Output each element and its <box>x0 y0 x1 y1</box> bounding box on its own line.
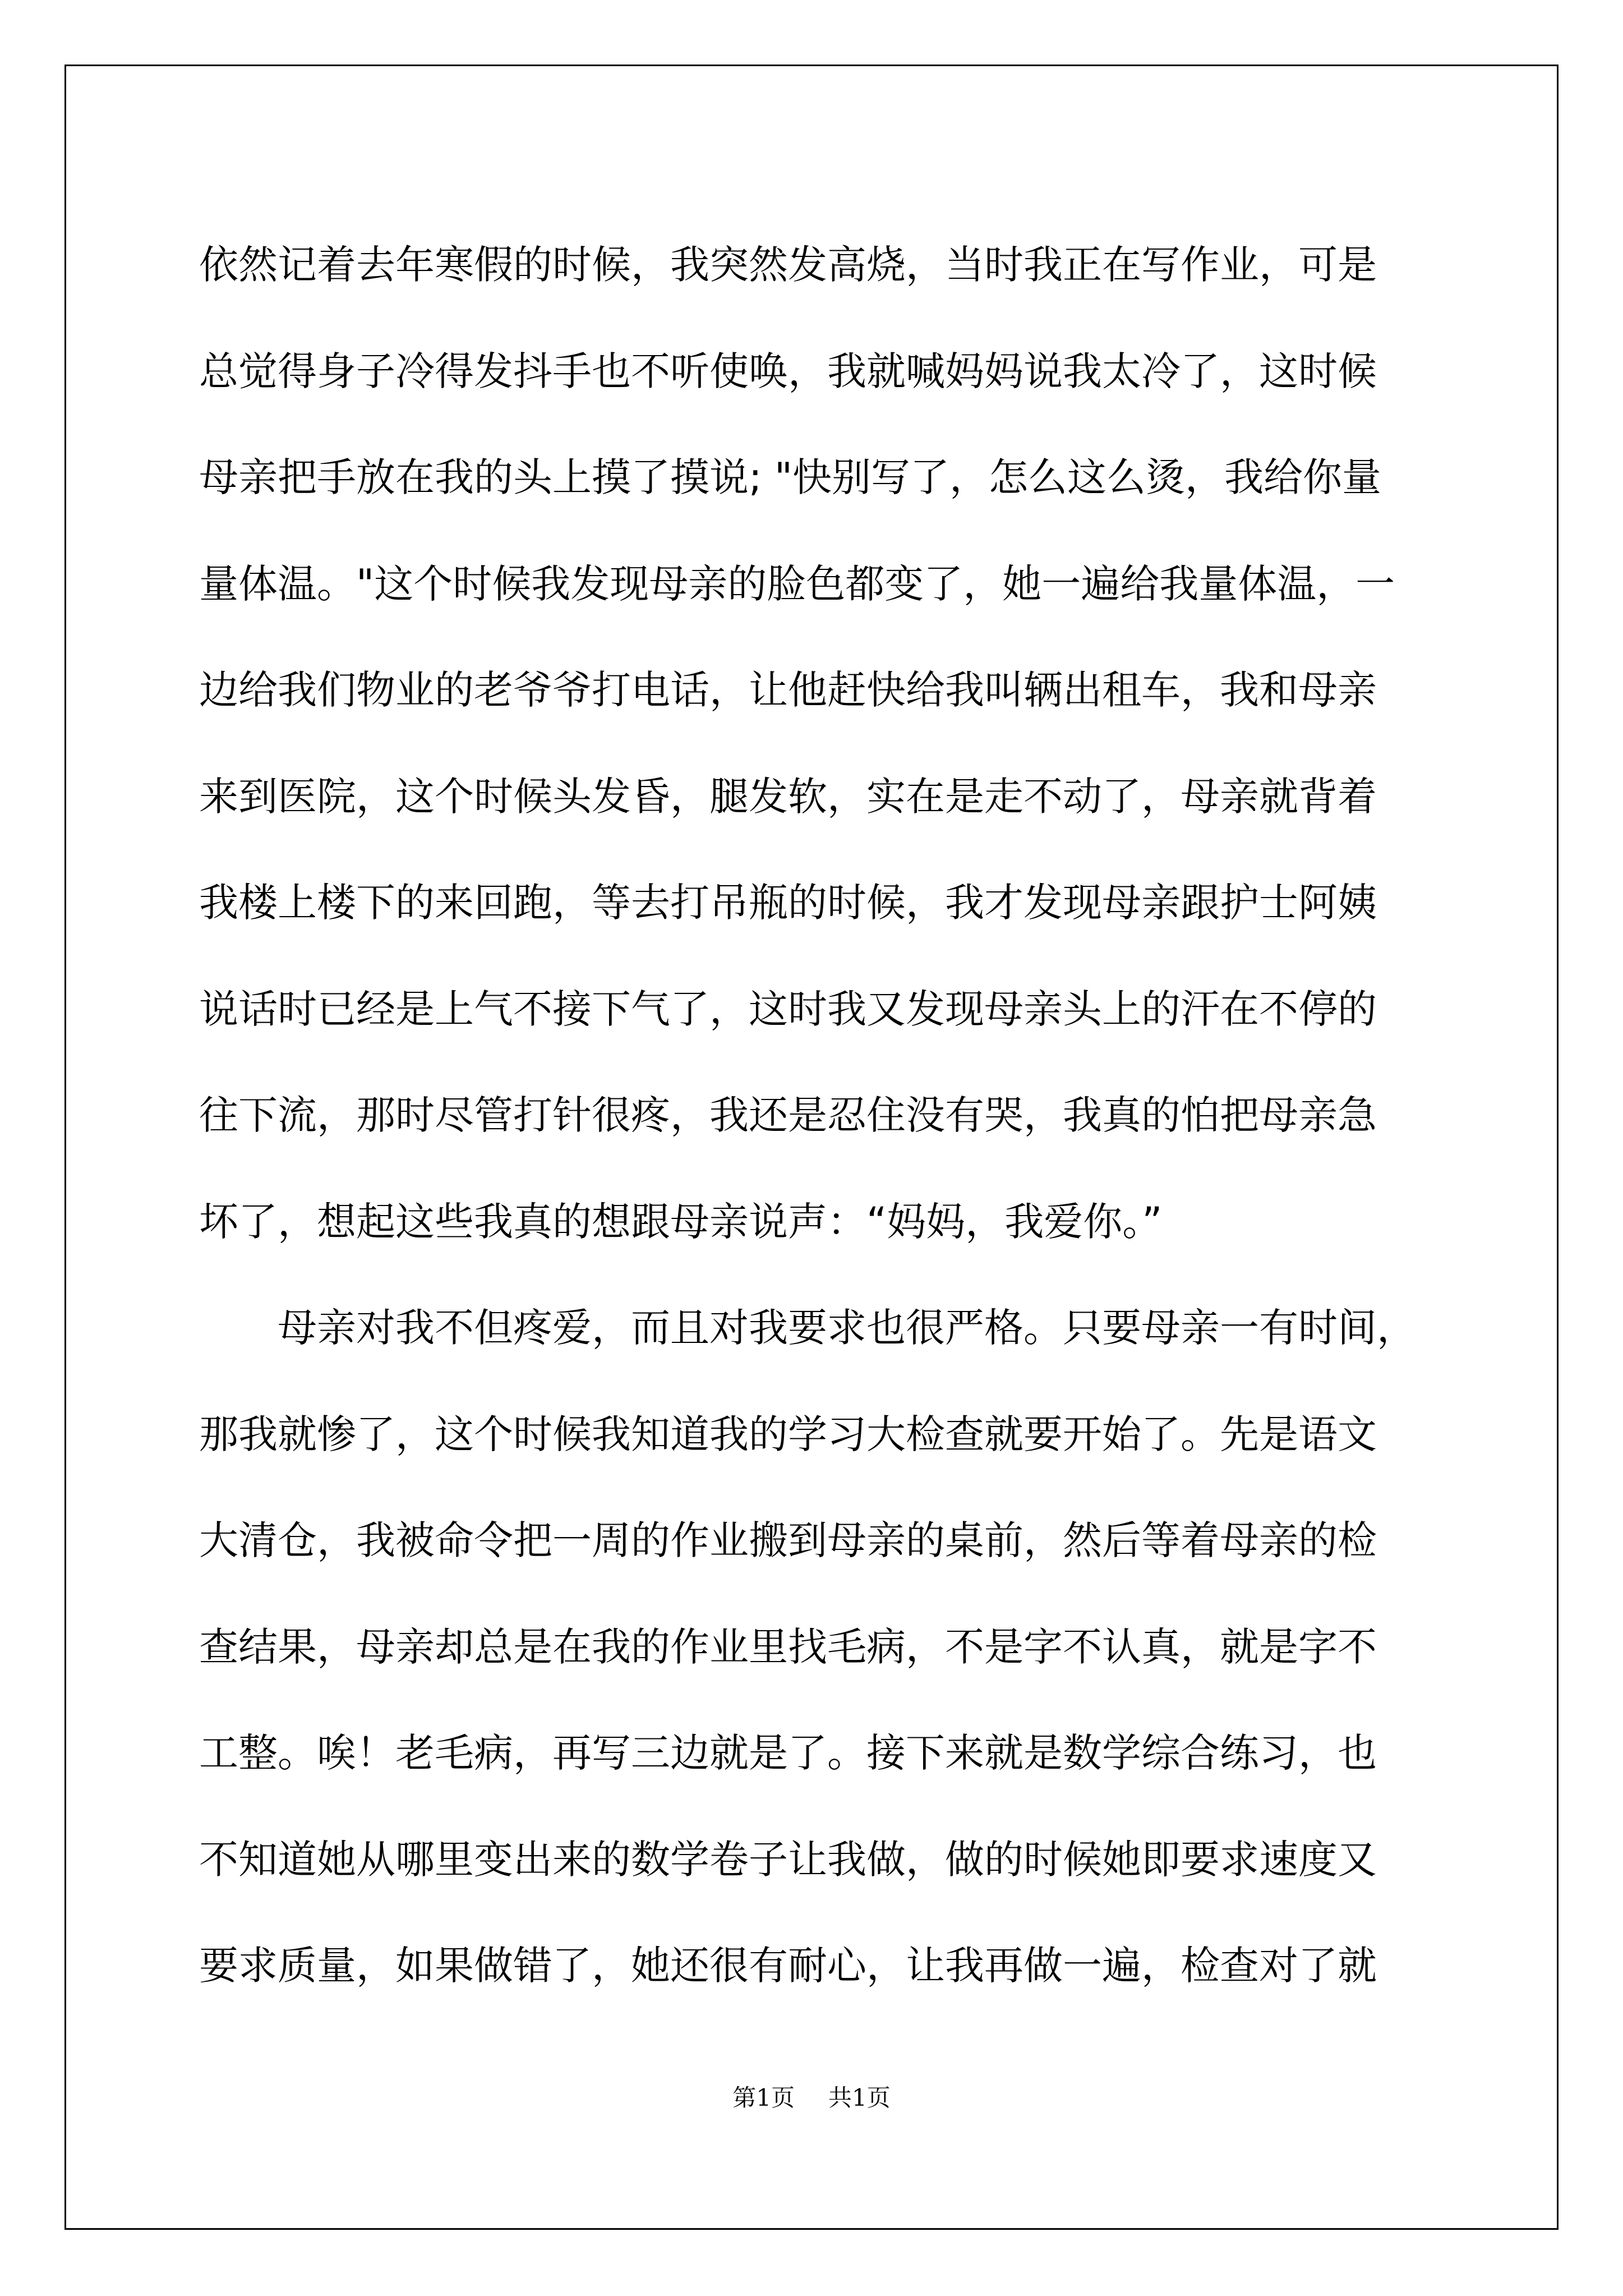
text-line: 我楼上楼下的来回跑，等去打吊瓶的时候，我才发现母亲跟护士阿姨 <box>199 880 1377 926</box>
text-line: 不知道她从哪里变出来的数学卷子让我做，做的时候她即要求速度又 <box>199 1836 1377 1883</box>
text-line: 总觉得身子冷得发抖手也不听使唤，我就喊妈妈说我太冷了，这时候 <box>199 348 1377 394</box>
text-line: 那我就惨了，这个时候我知道我的学习大检查就要开始了。先是语文 <box>199 1411 1377 1457</box>
text-line: 工整。唉！老毛病，再写三边就是了。接下来就是数学综合练习，也 <box>199 1730 1377 1776</box>
text-line: 往下流，那时尽管打针很疼，我还是忍住没有哭，我真的怕把母亲急 <box>199 1092 1377 1138</box>
text-line: 大清仓，我被命令把一周的作业搬到母亲的桌前，然后等着母亲的检 <box>199 1517 1377 1563</box>
page-footer <box>0 2081 1623 2115</box>
paragraph-start-line: 母亲对我不但疼爱，而且对我要求也很严格。只要母亲一有时间， <box>278 1305 1416 1351</box>
document-body <box>199 212 1433 2019</box>
text-line: 坏了，想起这些我真的想跟母亲说声：“妈妈，我爱你。” <box>199 1198 1163 1245</box>
text-line: 依然记着去年寒假的时候，我突然发高烧，当时我正在写作业，可是 <box>199 242 1377 288</box>
text-line: 查结果，母亲却总是在我的作业里找毛病，不是字不认真，就是字不 <box>199 1623 1377 1670</box>
page-number-current: 第1页 <box>732 2084 795 2111</box>
text-line: 来到医院，这个时候头发昏，腿发软，实在是走不动了，母亲就背着 <box>199 773 1377 820</box>
text-line: 要求质量，如果做错了，她还很有耐心，让我再做一遍，检查对了就 <box>199 1943 1377 1989</box>
text-line: 量体温。"这个时候我发现母亲的脸色都变了，她一遍给我量体温，一 <box>199 560 1395 607</box>
text-line: 说话时已经是上气不接下气了，这时我又发现母亲头上的汗在不停的 <box>199 986 1377 1032</box>
page-number-total: 共1页 <box>828 2084 891 2111</box>
text-line: 边给我们物业的老爷爷打电话，让他赶快给我叫辆出租车，我和母亲 <box>199 667 1377 713</box>
text-line: 母亲把手放在我的头上摸了摸说; "快别写了，怎么这么烫，我给你量 <box>199 454 1382 500</box>
